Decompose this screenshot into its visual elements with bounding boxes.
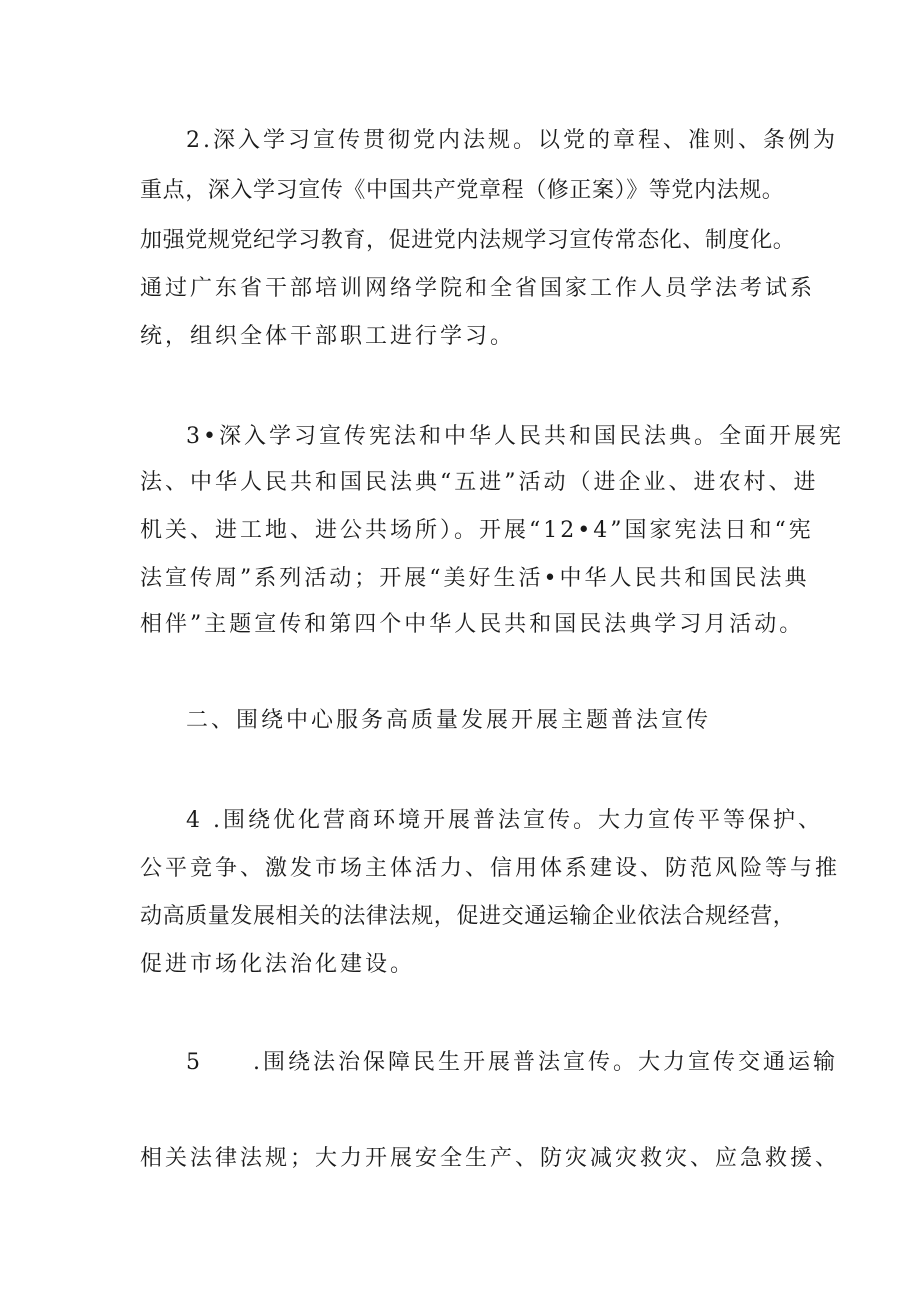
paragraph-4-line-3: 动高质量发展相关的法律法规，促进交通运输企业依法合规经营， — [140, 904, 796, 929]
paragraph-2-line-5: 统，组织全体干部职工进行学习。 — [140, 324, 516, 349]
paragraph-3-line-3: 机关、进工地、进公共场所）。开展“12•4”国家宪法日和“宪 — [140, 518, 814, 543]
paragraph-4-line-1: 4 .围绕优化营商环境开展普法宣传。大力宣传平等保护、 — [186, 808, 823, 833]
paragraph-4-line-4: 促进市场化法治化建设。 — [140, 952, 416, 977]
paragraph-3-line-2: 法、中华人民共和国民法典“五进”活动（进企业、进农村、进 — [140, 470, 819, 495]
paragraph-2-line-4: 通过广东省干部培训网络学院和全省国家工作人员学法考试系 — [140, 276, 816, 301]
paragraph-2-line-1: 2.深入学习宣传贯彻党内法规。以党的章程、准则、条例为 — [186, 128, 838, 153]
paragraph-5-line-2: 相关法律法规；大力开展安全生产、防灾减灾救灾、应急救援、 — [140, 1146, 841, 1171]
section-heading: 二、围绕中心服务高质量发展开展主题普法宣传 — [186, 708, 712, 733]
paragraph-3-line-4: 法宣传周”系列活动；开展“美好生活•中华人民共和国民法典 — [140, 566, 810, 591]
paragraph-3-line-1: 3•深入学习宣传宪法和中华人民共和国民法典。全面开展宪 — [186, 424, 844, 449]
paragraph-4-line-2: 公平竞争、激发市场主体活力、信用体系建设、防范风险等与推 — [140, 856, 841, 881]
paragraph-2-line-2: 重点，深入学习宣传《中国共产党章程（修正案）》等党内法规。 — [140, 178, 785, 203]
paragraph-2-line-3: 加强党规党纪学习教育，促进党内法规学习宣传常态化、制度化。 — [140, 228, 796, 253]
paragraph-3-line-5: 相伴”主题宣传和第四个中华人民共和国民法典学习月活动。 — [140, 612, 805, 637]
paragraph-5-line-1: 5 .围绕法治保障民生开展普法宣传。大力宣传交通运输 — [186, 1050, 838, 1075]
